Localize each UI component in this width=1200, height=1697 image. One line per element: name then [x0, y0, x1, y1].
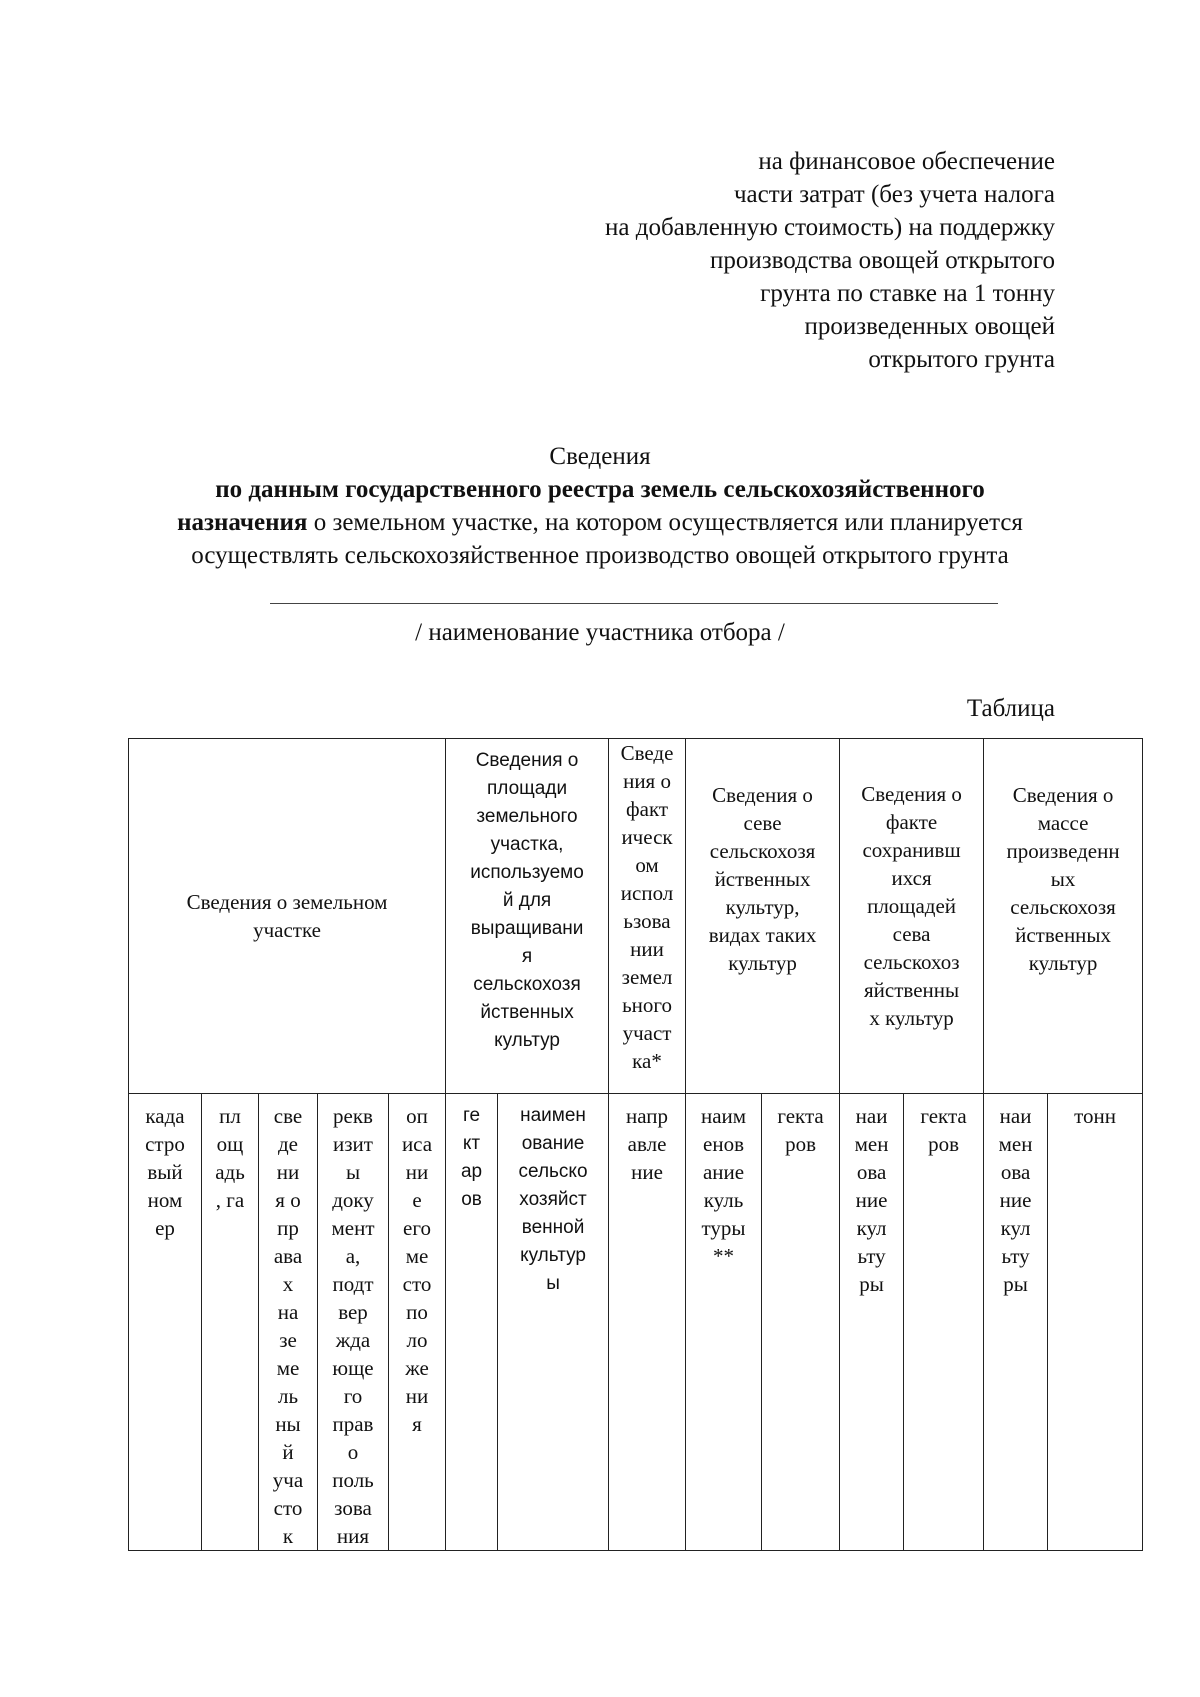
group-header-text: йственных [1015, 923, 1112, 947]
column-header-text: культур [520, 1245, 586, 1266]
table-caption: Таблица [966, 695, 1055, 722]
group-header-text: сева [892, 922, 931, 946]
column-header-text: рекв [333, 1104, 373, 1128]
column-header-text: кул [856, 1216, 887, 1240]
group-header-text: ихся [891, 866, 932, 890]
group-header-text: я [521, 946, 533, 967]
group-header-text: ическ [621, 825, 673, 849]
column-header-text: ар [460, 1161, 483, 1182]
column-header-text: ров [928, 1132, 960, 1156]
land-plot-table [128, 738, 1143, 1551]
column-header-text: й [282, 1440, 294, 1464]
group-header-text: используемо [470, 862, 584, 883]
group-header-text: севе [743, 811, 782, 835]
column-header-cell [446, 1094, 498, 1551]
group-header-text: сельскохозя [709, 839, 816, 863]
participant-name-caption: / наименование участника отбора / [415, 619, 785, 646]
column-header-text: го [343, 1384, 363, 1408]
column-header-text: ры [859, 1272, 884, 1296]
column-header-text: подт [332, 1272, 374, 1296]
column-header-text: ов [461, 1189, 482, 1210]
column-header-text: зова [334, 1496, 372, 1520]
column-header-text: венной [521, 1217, 585, 1238]
header-line: на финансовое обеспечение [758, 148, 1055, 175]
header-line: открытого грунта [868, 346, 1055, 373]
column-header-cell [318, 1094, 389, 1551]
group-header-text: й для [502, 890, 552, 911]
column-header-text: ров [785, 1132, 816, 1156]
column-header-text: ьту [857, 1244, 886, 1268]
group-header-cell [129, 739, 446, 1094]
group-header-text: факт [626, 797, 669, 821]
column-header-text: тонн [1074, 1104, 1116, 1128]
column-header-cell [1048, 1094, 1143, 1551]
group-header-cell [840, 739, 984, 1094]
group-header-text: земел [621, 965, 673, 989]
group-header-text: сохранивш [862, 838, 961, 862]
column-header-text: авле [627, 1132, 667, 1156]
header-line: части затрат (без учета налога [733, 181, 1055, 208]
column-header-text: же [405, 1356, 429, 1380]
column-header-text: гекта [777, 1104, 824, 1128]
column-header-text: сто [273, 1496, 303, 1520]
column-header-text: к [282, 1524, 294, 1548]
column-header-cell [498, 1094, 609, 1551]
column-header-text: по [406, 1300, 428, 1324]
column-header-cell [129, 1094, 202, 1551]
column-header-cell [840, 1094, 904, 1551]
group-header-text: йственных [714, 867, 811, 891]
group-header-text: земельного [476, 806, 578, 827]
column-header-text: ге [462, 1105, 481, 1126]
group-header-text: выращивани [470, 918, 584, 939]
column-header-text: ме [276, 1356, 300, 1380]
column-header-text: вер [338, 1300, 368, 1324]
column-header-text: ры [1003, 1272, 1028, 1296]
group-header-text: массе [1037, 811, 1089, 835]
column-header-text: сто [402, 1272, 432, 1296]
column-header-text: ьту [1001, 1244, 1030, 1268]
column-header-text: де [277, 1132, 298, 1156]
column-header-text: ль [277, 1384, 299, 1408]
group-header-text: сельскохозя [473, 974, 581, 995]
group-header-text: сельскохозя [1010, 895, 1116, 919]
group-header-text: Сведения о [1012, 783, 1114, 807]
document-title-line-4: осуществлять сельскохозяйственное производство овощей открытого грунта [191, 542, 1009, 569]
group-header-cell [984, 739, 1143, 1094]
group-header-text: площади [487, 778, 568, 799]
group-header-text: площадей [867, 894, 957, 918]
column-header-text: ны [275, 1412, 301, 1436]
column-header-text: ы [546, 1273, 560, 1294]
header-line: произведенных овощей [804, 313, 1055, 340]
column-header-text: ание [702, 1160, 745, 1184]
column-header-text: е [412, 1188, 422, 1212]
column-header-cell [609, 1094, 686, 1551]
column-header-text: ощ [216, 1132, 244, 1156]
column-header-text: пр [277, 1216, 299, 1240]
group-header-text: участке [253, 918, 321, 942]
group-header-text: х культур [869, 1006, 954, 1030]
column-header-text: мен [998, 1132, 1033, 1156]
document-title-line-3 [120, 506, 1080, 539]
column-header-text: куль [703, 1188, 744, 1212]
group-header-text: нии [630, 937, 664, 961]
group-header-text: ом [635, 853, 659, 877]
column-header-cell [202, 1094, 259, 1551]
column-header-text: све [273, 1104, 303, 1128]
column-header-text: я [412, 1412, 422, 1436]
column-header-text: вый [147, 1160, 183, 1184]
column-header-text: ни [276, 1160, 300, 1184]
group-header-text: культур [494, 1030, 560, 1051]
column-header-text: ме [405, 1244, 429, 1268]
group-header-text: испол [620, 881, 674, 905]
group-header-text: культур [1028, 951, 1098, 975]
column-header-text: ном [147, 1188, 183, 1212]
column-header-text: оп [406, 1104, 428, 1128]
group-header-text: ьзова [623, 909, 671, 933]
column-header-text: ние [999, 1188, 1032, 1212]
column-header-text: доку [332, 1188, 374, 1212]
group-header-text: Сведения о [861, 782, 962, 806]
column-header-text: юще [332, 1356, 374, 1380]
column-header-text: наимен [520, 1105, 586, 1126]
group-header-text: Сведения о [475, 750, 579, 771]
group-header-text: Сведения о земельном [186, 890, 388, 914]
column-header-text: наи [855, 1104, 888, 1128]
column-header-text: его [403, 1216, 431, 1240]
group-header-text: йственных [480, 1002, 574, 1023]
group-header-text: произведенн [1006, 839, 1120, 863]
column-header-text: ** [713, 1244, 735, 1268]
group-header-text: ых [1050, 867, 1076, 891]
header-line: производства овощей открытого [710, 247, 1055, 274]
column-header-text: ния [336, 1524, 370, 1548]
title-bold-word: назначения [177, 509, 308, 536]
column-header-text: зе [279, 1328, 297, 1352]
column-header-text: я о [275, 1188, 301, 1212]
column-header-text: мент [331, 1216, 375, 1240]
group-header-text: ния о [623, 769, 671, 793]
column-header-text: ова [856, 1160, 887, 1184]
column-header-text: иса [401, 1132, 433, 1156]
group-header-text: ьного [622, 993, 672, 1017]
header-line: на добавленную стоимость) на поддержку [605, 214, 1055, 241]
column-header-cell [904, 1094, 984, 1551]
column-header-text: кт [462, 1133, 481, 1154]
header-line: грунта по ставке на 1 тонну [760, 280, 1055, 307]
column-header-text: хозяйст [519, 1189, 587, 1210]
column-header-row [129, 1094, 1143, 1551]
column-header-text: на [277, 1300, 299, 1324]
column-header-text: прав [332, 1412, 374, 1436]
document-title: Сведения [549, 443, 651, 470]
column-header-text: пл [219, 1104, 241, 1128]
signature-line [270, 603, 998, 604]
group-header-text: культур [728, 951, 797, 975]
column-header-text: адь [215, 1160, 245, 1184]
column-header-cell [259, 1094, 318, 1551]
column-header-text: ава [273, 1244, 303, 1268]
column-header-text: х [282, 1272, 294, 1296]
header-lines [455, 145, 1055, 376]
column-header-text: мен [854, 1132, 889, 1156]
column-header-text: ние [855, 1188, 888, 1212]
column-header-cell [984, 1094, 1048, 1551]
column-header-text: ло [406, 1328, 428, 1352]
column-header-text: напр [626, 1104, 669, 1128]
column-header-text: стро [145, 1132, 185, 1156]
column-header-text: ние [631, 1160, 663, 1184]
column-header-text: жда [335, 1328, 371, 1352]
column-header-text: ова [1000, 1160, 1031, 1184]
group-header-text: культур, [725, 895, 800, 919]
column-header-cell [686, 1094, 762, 1551]
column-header-text: туры [701, 1216, 746, 1240]
group-header-text: ка* [632, 1049, 662, 1073]
column-header-cell [762, 1094, 840, 1551]
column-header-text: ы [345, 1160, 361, 1184]
column-header-text: кул [1000, 1216, 1031, 1240]
group-header-cell [446, 739, 609, 1094]
column-header-text: сельско [518, 1161, 588, 1182]
column-header-text: гекта [920, 1104, 967, 1128]
column-header-text: поль [332, 1468, 374, 1492]
column-header-text: уча [272, 1468, 304, 1492]
group-header-text: участка, [490, 834, 564, 855]
column-header-text: ни [405, 1384, 429, 1408]
column-header-text: а, [345, 1244, 361, 1268]
document-title-line-2: по данным государственного реестра земель сельскохозяйственного [215, 476, 985, 503]
group-header-text: Сведения о [712, 783, 813, 807]
column-header-text: наим [700, 1104, 747, 1128]
column-header-text: енов [703, 1132, 745, 1156]
column-header-text: , га [215, 1188, 245, 1212]
column-header-text: о [347, 1440, 359, 1464]
group-header-cell [686, 739, 840, 1094]
column-header-text: наи [999, 1104, 1032, 1128]
group-header-cell [609, 739, 686, 1094]
column-header-text: ование [521, 1133, 585, 1154]
group-header-text: участ [622, 1021, 672, 1045]
group-header-text: яйственны [864, 978, 960, 1002]
column-header-cell [389, 1094, 446, 1551]
group-header-text: сельскохоз [863, 950, 960, 974]
group-header-text: факте [885, 810, 938, 834]
group-header-row [129, 739, 1143, 1094]
group-header-text: видах таких [708, 923, 817, 947]
column-header-text: када [145, 1104, 185, 1128]
title-line-3-text: о земельном участке, на котором осуществляется или планируется [307, 509, 1023, 536]
column-header-text: ер [155, 1216, 175, 1240]
group-header-text: Сведе [620, 741, 674, 765]
column-header-text: ни [405, 1160, 429, 1184]
column-header-text: изит [333, 1132, 373, 1156]
